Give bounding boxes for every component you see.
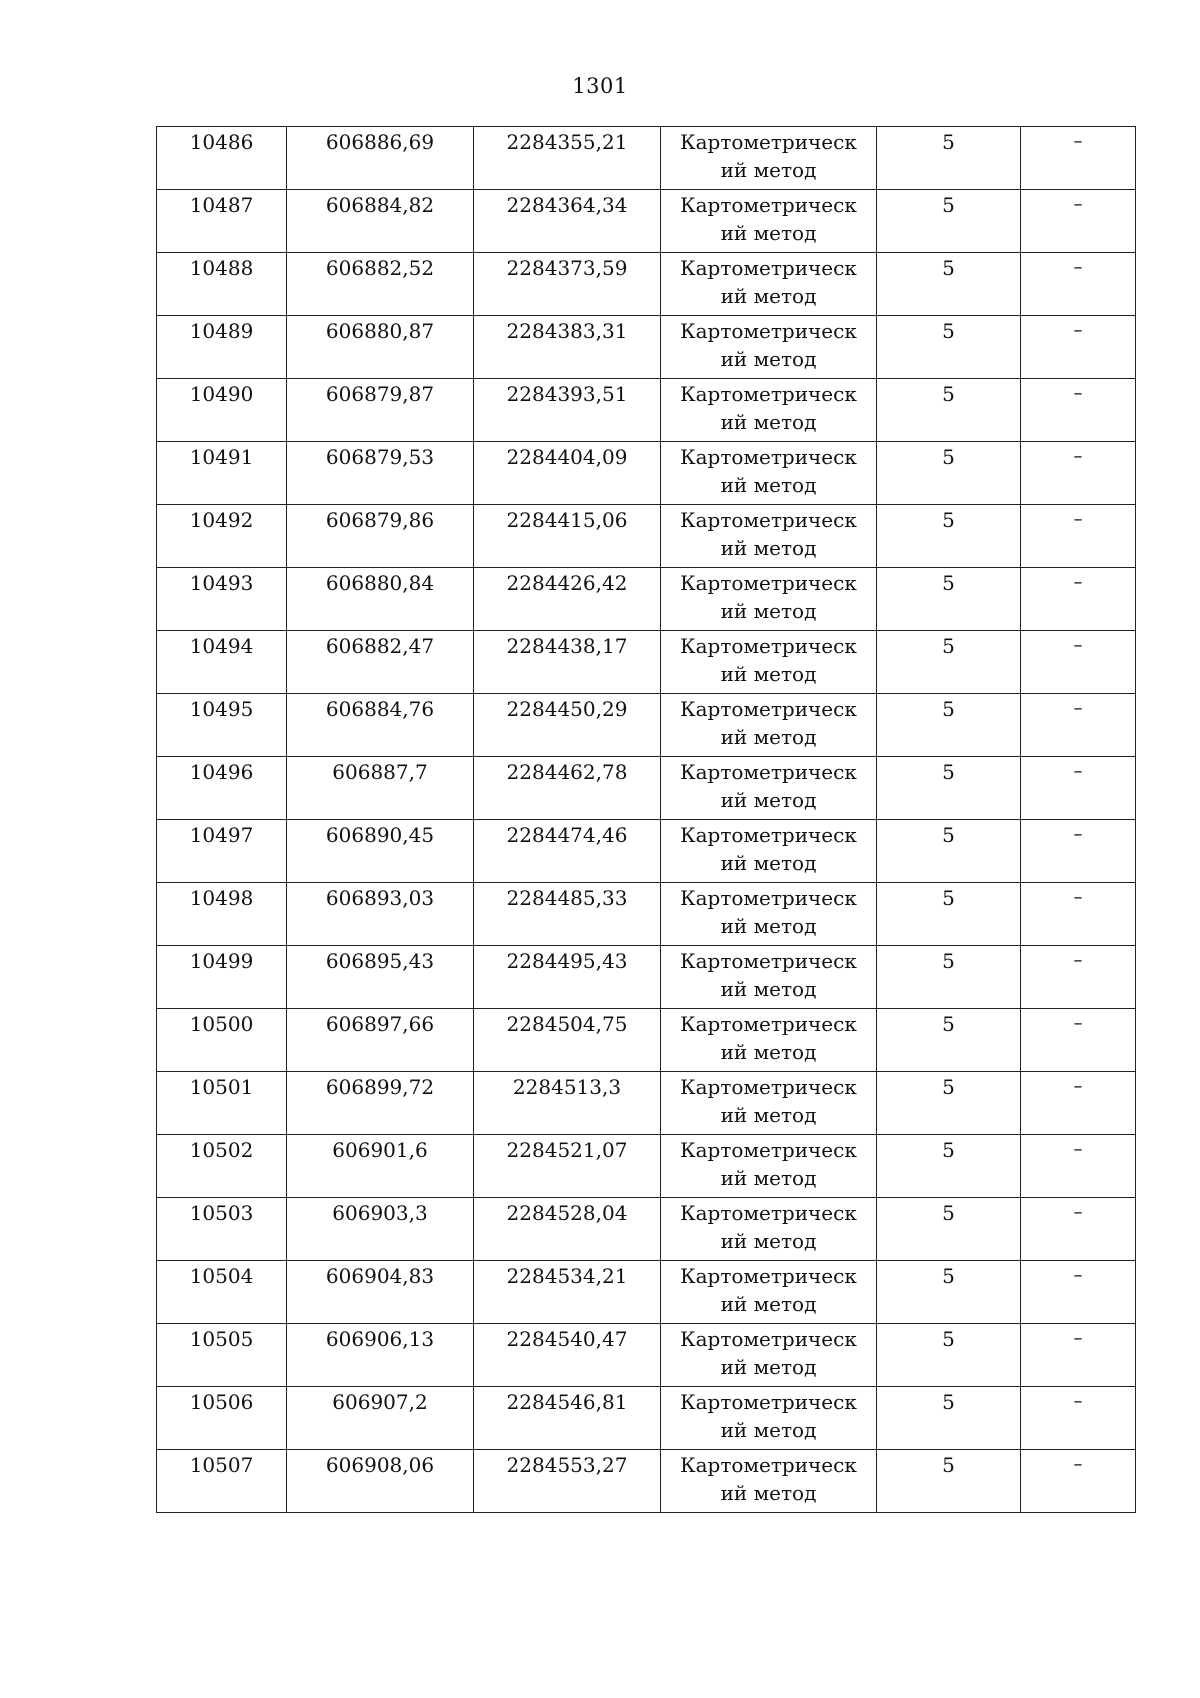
- y-coordinate-cell: 2284415,06: [474, 505, 661, 568]
- point-number-cell: 10490: [157, 379, 287, 442]
- x-coordinate-cell: 606899,72: [287, 1072, 474, 1135]
- accuracy-cell: 5: [877, 127, 1021, 190]
- table-row: [157, 1135, 1136, 1198]
- method-cell: Картометрический метод: [661, 946, 877, 1009]
- y-coordinate-cell: 2284373,59: [474, 253, 661, 316]
- point-number-cell: 10489: [157, 316, 287, 379]
- method-cell: Картометрический метод: [661, 1009, 877, 1072]
- note-cell: –: [1021, 694, 1136, 757]
- x-coordinate-cell: 606906,13: [287, 1324, 474, 1387]
- point-number-cell: 10488: [157, 253, 287, 316]
- point-number-cell: 10496: [157, 757, 287, 820]
- x-coordinate-cell: 606890,45: [287, 820, 474, 883]
- method-cell: Картометрический метод: [661, 442, 877, 505]
- point-number-cell: 10494: [157, 631, 287, 694]
- note-cell: –: [1021, 1450, 1136, 1513]
- accuracy-cell: 5: [877, 694, 1021, 757]
- y-coordinate-cell: 2284450,29: [474, 694, 661, 757]
- method-cell: Картометрический метод: [661, 883, 877, 946]
- method-cell: Картометрический метод: [661, 631, 877, 694]
- point-number-cell: 10501: [157, 1072, 287, 1135]
- note-cell: –: [1021, 1198, 1136, 1261]
- table-row: [157, 316, 1136, 379]
- method-cell: Картометрический метод: [661, 316, 877, 379]
- point-number-cell: 10502: [157, 1135, 287, 1198]
- x-coordinate-cell: 606895,43: [287, 946, 474, 1009]
- accuracy-cell: 5: [877, 946, 1021, 1009]
- note-cell: –: [1021, 883, 1136, 946]
- accuracy-cell: 5: [877, 820, 1021, 883]
- note-cell: –: [1021, 127, 1136, 190]
- method-cell: Картометрический метод: [661, 1135, 877, 1198]
- note-cell: –: [1021, 1261, 1136, 1324]
- y-coordinate-cell: 2284504,75: [474, 1009, 661, 1072]
- method-cell: Картометрический метод: [661, 1198, 877, 1261]
- table-row: [157, 820, 1136, 883]
- x-coordinate-cell: 606879,53: [287, 442, 474, 505]
- accuracy-cell: 5: [877, 1261, 1021, 1324]
- note-cell: –: [1021, 442, 1136, 505]
- x-coordinate-cell: 606879,87: [287, 379, 474, 442]
- accuracy-cell: 5: [877, 631, 1021, 694]
- point-number-cell: 10495: [157, 694, 287, 757]
- method-cell: Картометрический метод: [661, 820, 877, 883]
- table-row: [157, 127, 1136, 190]
- point-number-cell: 10503: [157, 1198, 287, 1261]
- y-coordinate-cell: 2284438,17: [474, 631, 661, 694]
- method-cell: Картометрический метод: [661, 757, 877, 820]
- y-coordinate-cell: 2284553,27: [474, 1450, 661, 1513]
- accuracy-cell: 5: [877, 1009, 1021, 1072]
- y-coordinate-cell: 2284495,43: [474, 946, 661, 1009]
- accuracy-cell: 5: [877, 379, 1021, 442]
- table-row: [157, 1009, 1136, 1072]
- method-cell: Картометрический метод: [661, 190, 877, 253]
- y-coordinate-cell: 2284355,21: [474, 127, 661, 190]
- note-cell: –: [1021, 1387, 1136, 1450]
- y-coordinate-cell: 2284546,81: [474, 1387, 661, 1450]
- note-cell: –: [1021, 1135, 1136, 1198]
- x-coordinate-cell: 606882,52: [287, 253, 474, 316]
- point-number-cell: 10498: [157, 883, 287, 946]
- note-cell: –: [1021, 1324, 1136, 1387]
- accuracy-cell: 5: [877, 442, 1021, 505]
- table-row: [157, 190, 1136, 253]
- note-cell: –: [1021, 379, 1136, 442]
- table-row: [157, 1072, 1136, 1135]
- x-coordinate-cell: 606880,87: [287, 316, 474, 379]
- method-cell: Картометрический метод: [661, 253, 877, 316]
- accuracy-cell: 5: [877, 1324, 1021, 1387]
- x-coordinate-cell: 606893,03: [287, 883, 474, 946]
- accuracy-cell: 5: [877, 1135, 1021, 1198]
- point-number-cell: 10504: [157, 1261, 287, 1324]
- y-coordinate-cell: 2284383,31: [474, 316, 661, 379]
- table-row: [157, 1261, 1136, 1324]
- x-coordinate-cell: 606887,7: [287, 757, 474, 820]
- note-cell: –: [1021, 631, 1136, 694]
- y-coordinate-cell: 2284462,78: [474, 757, 661, 820]
- y-coordinate-cell: 2284528,04: [474, 1198, 661, 1261]
- method-cell: Картометрический метод: [661, 694, 877, 757]
- coordinates-table-body: [157, 127, 1136, 1513]
- accuracy-cell: 5: [877, 568, 1021, 631]
- note-cell: –: [1021, 190, 1136, 253]
- point-number-cell: 10505: [157, 1324, 287, 1387]
- y-coordinate-cell: 2284534,21: [474, 1261, 661, 1324]
- y-coordinate-cell: 2284474,46: [474, 820, 661, 883]
- table-row: [157, 631, 1136, 694]
- accuracy-cell: 5: [877, 1387, 1021, 1450]
- table-row: [157, 253, 1136, 316]
- page-number: 1301: [572, 74, 628, 98]
- x-coordinate-cell: 606884,76: [287, 694, 474, 757]
- x-coordinate-cell: 606886,69: [287, 127, 474, 190]
- method-cell: Картометрический метод: [661, 505, 877, 568]
- x-coordinate-cell: 606907,2: [287, 1387, 474, 1450]
- note-cell: –: [1021, 253, 1136, 316]
- method-cell: Картометрический метод: [661, 1261, 877, 1324]
- x-coordinate-cell: 606908,06: [287, 1450, 474, 1513]
- accuracy-cell: 5: [877, 1072, 1021, 1135]
- method-cell: Картометрический метод: [661, 127, 877, 190]
- point-number-cell: 10497: [157, 820, 287, 883]
- table-row: [157, 946, 1136, 1009]
- point-number-cell: 10500: [157, 1009, 287, 1072]
- x-coordinate-cell: 606901,6: [287, 1135, 474, 1198]
- y-coordinate-cell: 2284521,07: [474, 1135, 661, 1198]
- point-number-cell: 10493: [157, 568, 287, 631]
- table-row: [157, 757, 1136, 820]
- note-cell: –: [1021, 1072, 1136, 1135]
- y-coordinate-cell: 2284404,09: [474, 442, 661, 505]
- x-coordinate-cell: 606882,47: [287, 631, 474, 694]
- accuracy-cell: 5: [877, 190, 1021, 253]
- accuracy-cell: 5: [877, 316, 1021, 379]
- point-number-cell: 10492: [157, 505, 287, 568]
- accuracy-cell: 5: [877, 883, 1021, 946]
- x-coordinate-cell: 606880,84: [287, 568, 474, 631]
- note-cell: –: [1021, 757, 1136, 820]
- method-cell: Картометрический метод: [661, 1450, 877, 1513]
- note-cell: –: [1021, 316, 1136, 379]
- note-cell: –: [1021, 1009, 1136, 1072]
- x-coordinate-cell: 606879,86: [287, 505, 474, 568]
- note-cell: –: [1021, 568, 1136, 631]
- y-coordinate-cell: 2284513,3: [474, 1072, 661, 1135]
- accuracy-cell: 5: [877, 1198, 1021, 1261]
- table-row: [157, 379, 1136, 442]
- table-row: [157, 1324, 1136, 1387]
- y-coordinate-cell: 2284426,42: [474, 568, 661, 631]
- y-coordinate-cell: 2284364,34: [474, 190, 661, 253]
- x-coordinate-cell: 606903,3: [287, 1198, 474, 1261]
- table-row: [157, 568, 1136, 631]
- note-cell: –: [1021, 946, 1136, 1009]
- table-row: [157, 1450, 1136, 1513]
- method-cell: Картометрический метод: [661, 1387, 877, 1450]
- y-coordinate-cell: 2284540,47: [474, 1324, 661, 1387]
- accuracy-cell: 5: [877, 505, 1021, 568]
- x-coordinate-cell: 606884,82: [287, 190, 474, 253]
- table-row: [157, 694, 1136, 757]
- x-coordinate-cell: 606897,66: [287, 1009, 474, 1072]
- table-row: [157, 442, 1136, 505]
- point-number-cell: 10507: [157, 1450, 287, 1513]
- table-row: [157, 1387, 1136, 1450]
- y-coordinate-cell: 2284485,33: [474, 883, 661, 946]
- accuracy-cell: 5: [877, 253, 1021, 316]
- coordinates-table: [156, 126, 1136, 1513]
- point-number-cell: 10487: [157, 190, 287, 253]
- method-cell: Картометрический метод: [661, 1072, 877, 1135]
- accuracy-cell: 5: [877, 1450, 1021, 1513]
- point-number-cell: 10491: [157, 442, 287, 505]
- note-cell: –: [1021, 505, 1136, 568]
- method-cell: Картометрический метод: [661, 379, 877, 442]
- table-row: [157, 883, 1136, 946]
- point-number-cell: 10506: [157, 1387, 287, 1450]
- point-number-cell: 10499: [157, 946, 287, 1009]
- point-number-cell: 10486: [157, 127, 287, 190]
- table-row: [157, 505, 1136, 568]
- accuracy-cell: 5: [877, 757, 1021, 820]
- x-coordinate-cell: 606904,83: [287, 1261, 474, 1324]
- y-coordinate-cell: 2284393,51: [474, 379, 661, 442]
- method-cell: Картометрический метод: [661, 1324, 877, 1387]
- table-row: [157, 1198, 1136, 1261]
- method-cell: Картометрический метод: [661, 568, 877, 631]
- note-cell: –: [1021, 820, 1136, 883]
